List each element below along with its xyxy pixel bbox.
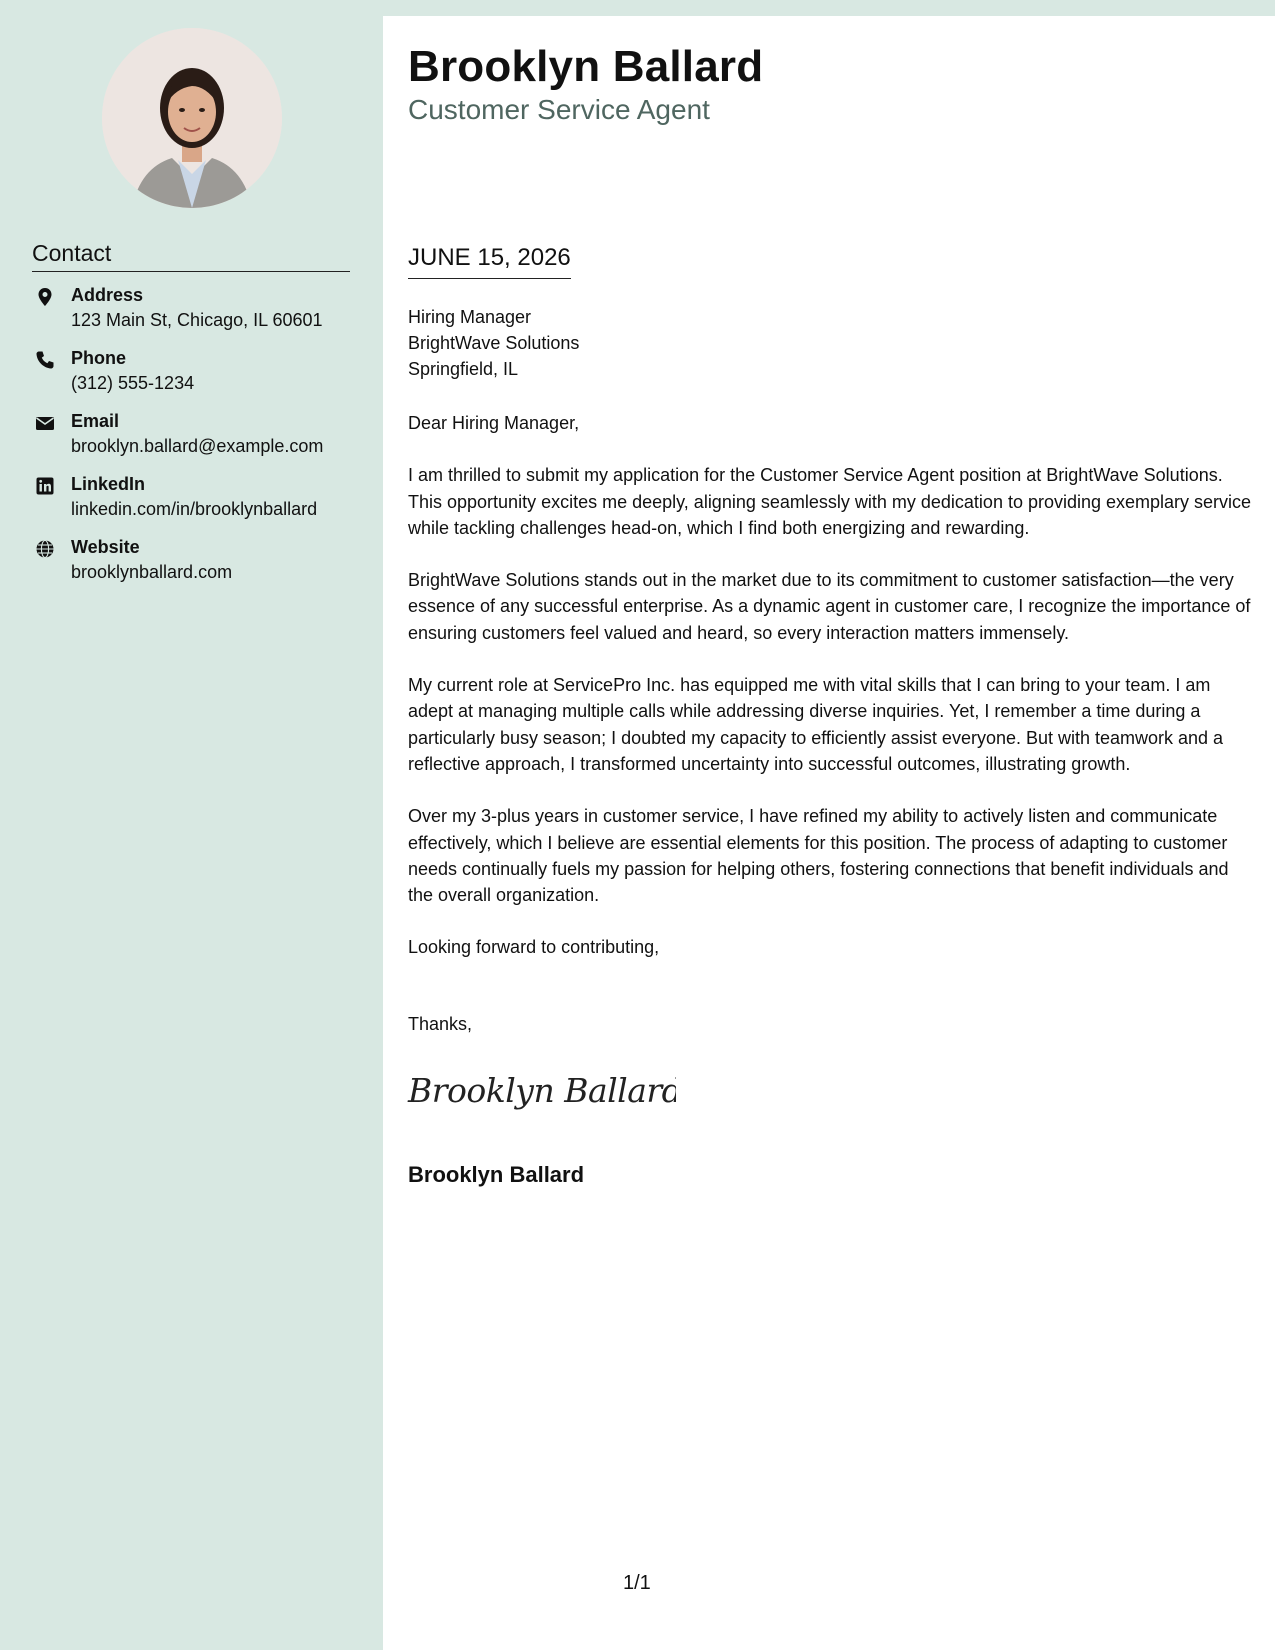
contact-label: Website (71, 537, 140, 557)
letter-body (408, 410, 1256, 1063)
envelope-icon (35, 413, 55, 433)
handwritten-signature (406, 1066, 676, 1121)
contact-item-email (32, 411, 362, 474)
contact-list (32, 285, 362, 600)
linkedin-icon (35, 476, 55, 496)
signature-text: Brooklyn Ballard (408, 1071, 676, 1110)
contact-label: LinkedIn (71, 474, 146, 494)
contact-value: 123 Main St, Chicago, IL 60601 (71, 310, 323, 330)
contact-value: (312) 555-1234 (71, 373, 195, 393)
contact-item-linkedin (32, 474, 362, 537)
profile-photo (102, 28, 282, 208)
avatar (102, 28, 282, 208)
applicant-name: Brooklyn Ballard (408, 42, 764, 91)
contact-label: Address (71, 285, 144, 305)
letter-paragraph: Over my 3-plus years in customer service, I have refined my ability to actively listen and communicate effectively, which I believe are essential elements for this position. The process of adapting to customer needs continually fuels my passion for helping others, fostering connections that benefit individuals and the overall organization. (408, 806, 1229, 906)
signoff: Thanks, (408, 1013, 473, 1034)
contact-label: Phone (71, 348, 127, 368)
recipient-line: BrightWave Solutions (408, 333, 580, 353)
recipient-line: Springfield, IL (408, 359, 519, 379)
contact-item-phone (32, 348, 362, 411)
page-number: 1/1 (623, 1572, 651, 1594)
contact-heading: Contact (32, 240, 350, 272)
salutation: Dear Hiring Manager, (408, 413, 580, 433)
recipient-block (408, 304, 579, 382)
contact-value[interactable]: linkedin.com/in/brooklynballard (71, 499, 318, 519)
signed-name: Brooklyn Ballard (408, 1162, 585, 1187)
letter-paragraph: BrightWave Solutions stands out in the market due to its commitment to customer satisfaction—the very essence of any successful enterprise. As a dynamic agent in customer care, I recognize the importance of ensuring customers feel valued and heard, so every interaction matters immensely. (408, 570, 1251, 643)
location-pin-icon (35, 287, 55, 307)
contact-value[interactable]: brooklynballard.com (71, 562, 233, 582)
closing-line: Looking forward to contributing, (408, 937, 660, 958)
recipient-line: Hiring Manager (408, 307, 532, 327)
globe-icon (35, 539, 55, 559)
letter-date: JUNE 15, 2026 (408, 244, 571, 279)
contact-label: Email (71, 411, 120, 431)
contact-value: brooklyn.ballard@example.com (71, 436, 324, 456)
letter-paragraph: I am thrilled to submit my application for the Customer Service Agent position at BrightWave Solutions. This opportunity excites me deeply, aligning seamlessly with my dedication to providing exemplary service while tackling challenges head-on, which I find both energizing and rewarding. (408, 465, 1252, 538)
contact-item-website (32, 537, 362, 600)
letter-paragraph: My current role at ServicePro Inc. has equipped me with vital skills that I can bring to your team. I am adept at managing multiple calls while addressing diverse inquiries. Yet, I remember a time during a particularly busy season; I doubted my capacity to efficiently assist everyone. But with teamwork and a reflective approach, I transformed uncertainty into successful outcomes, illustrating growth. (408, 675, 1224, 774)
letter-main (383, 16, 1275, 1650)
job-title: Customer Service Agent (408, 94, 710, 125)
contact-item-address (32, 285, 362, 348)
phone-icon (35, 350, 55, 370)
sidebar (0, 0, 383, 1650)
